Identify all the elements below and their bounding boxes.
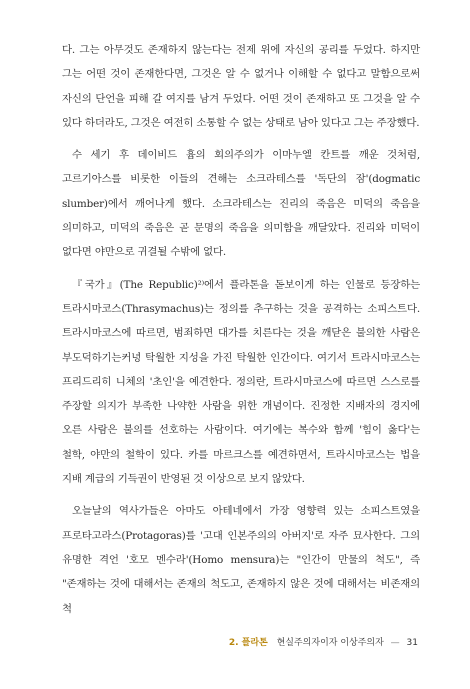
paragraph-hume-kant: 수 세기 후 데이비드 흄의 회의주의가 이마누엘 칸트를 깨운 것처럼, 고르기아스를 비롯한 이들의 견해는 소크라테스를 '독단의 잠'(dogmatic slumber)에서 깨어나게 했다. 소크라테스는 진리의 죽음은 미덕의 죽음을 의미하고, 미덕의 죽음은 곧 문명의 죽음을 의미함을 깨달았다. 진리와 미덕이 없다면 야만으로 귀결될 수밖에 없다. [62,149,420,259]
page-footer [229,635,418,648]
footer-separator: — [390,638,400,648]
paragraph-continuation: 다. 그는 아무것도 존재하지 않는다는 전제 위에 자신의 공리를 두었다. 하지만 그는 어떤 것이 존재한다면, 그것은 알 수 없거나 이해할 수 없다고 말함으로써 자신의 단언을 피해 갈 여지를 남겨 두었다. 어떤 것이 존재하고 또 그것을 알 수 있다 하더라도, 그것은 여전히 소통할 수 없는 상태로 남아 있다고 그는 주장했다. [62,44,420,129]
body-text [62,38,420,629]
page-number: 31 [406,638,418,648]
chapter-label: 2. 플라톤 [228,638,268,648]
paragraph-protagoras: 오늘날의 역사가들은 아마도 아테네에서 가장 영향력 있는 소피스트였을 프로타고라스(Protagoras)를 '고대 인본주의의 아버지'로 자주 묘사한다. 그의 유명한 격언 '호모 멘수라'(Homo mensura)는 "인간이 만물의 척도", 즉 "존재하는 것에 대해서는 존재의 척도고, 존재하지 않은 것에 대해서는 비존재의 척 [62,505,420,615]
paragraph-thrasymachus: 『국가』(The Republic)²⁾에서 플라톤을 돋보이게 하는 인물로 등장하는 트라시마코스(Thrasymachus)는 정의를 추구하는 것을 공격하는 소피스트다. 트라시마코스에 따르면, 범죄하면 대가를 치른다는 것을 깨닫은 불의한 사람은 부도덕하기는커녕 탁월한 지성을 가진 탁월한 인간이다. 여기서 트라시마코스는 프리드리히 니체의 '초인'을 예견한다. 정의란, 트라시마코스에 따르면 스스로를 주장할 의지가 부족한 나약한 사람을 위한 개념이다. 진정한 지배자의 경지에 오른 사람은 불의를 선호하는 사람이다. 여기에는 복수와 함께 '힘이 옳다'는 철학, 야만의 철학이 있다. 카를 마르크스를 예견하면서, 트라시마코스는 법을 지배 계급의 기득권이 반영된 것 이상으로 보지 않았다. [62,278,420,486]
book-title: 현실주의자이자 이상주의자 [276,638,384,648]
